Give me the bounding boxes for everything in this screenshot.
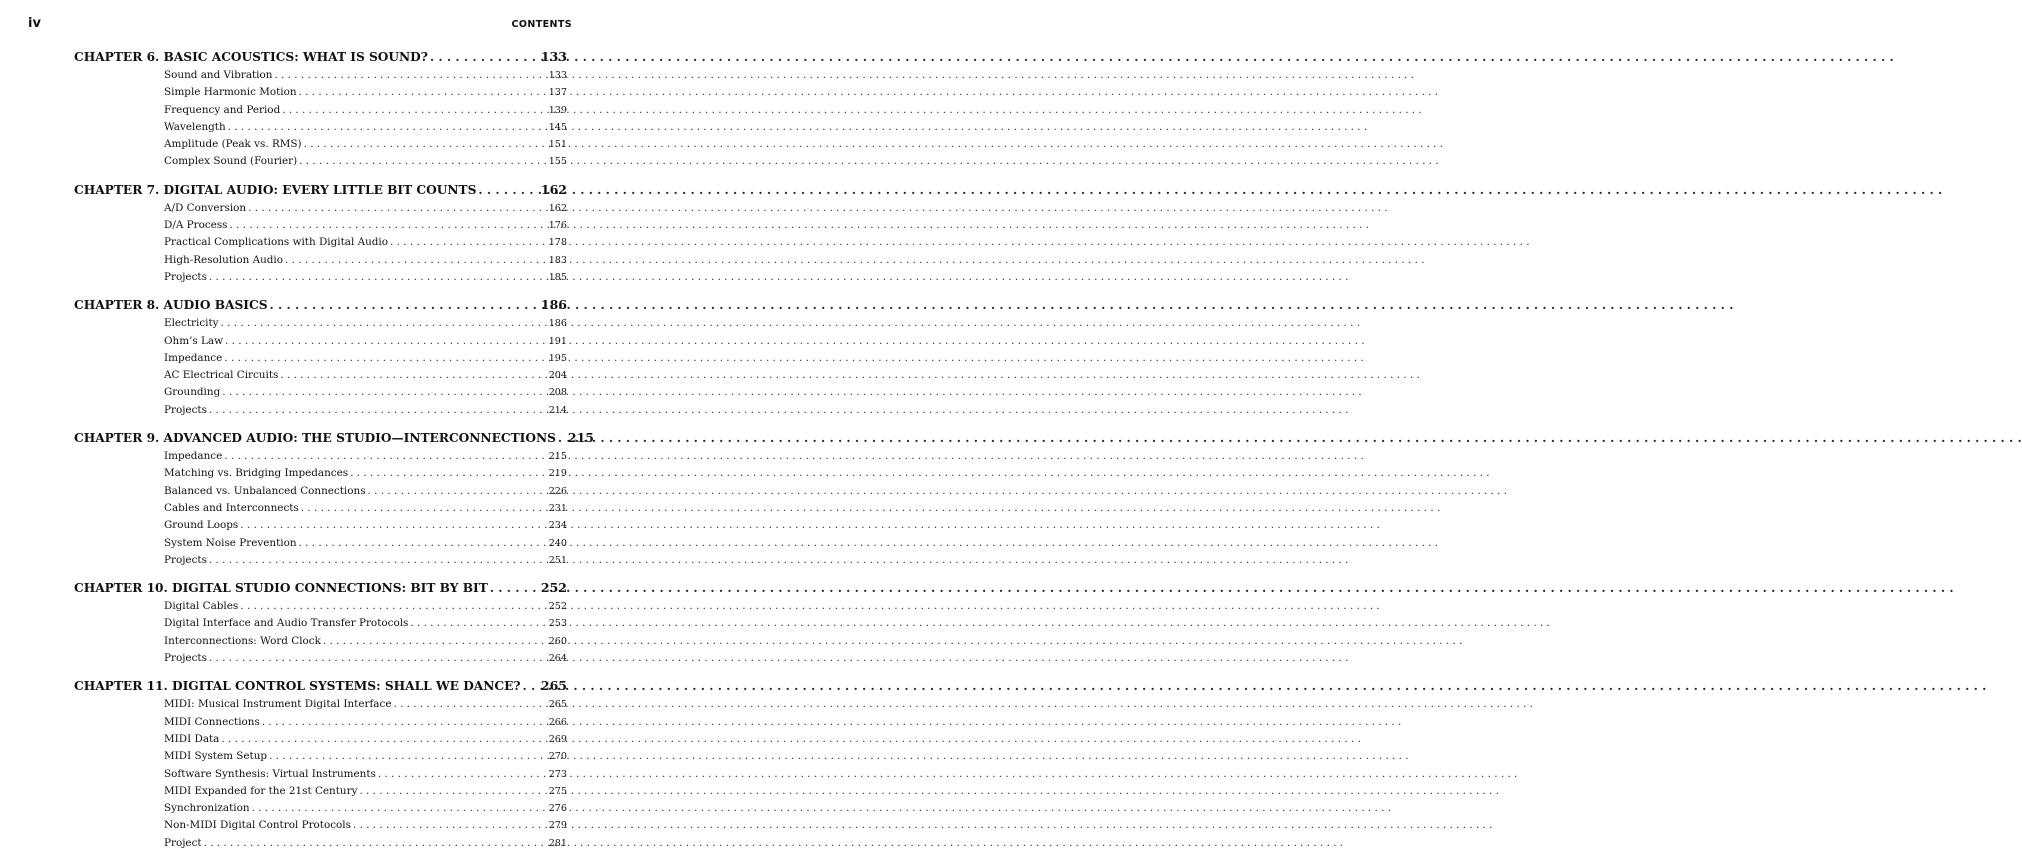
section-entry[interactable] [74,67,567,84]
dot-leader [252,800,547,817]
section-entry[interactable] [74,783,567,800]
dot-leader [209,552,547,569]
section-entry[interactable] [74,731,567,748]
section-title: Interconnections: Word Clock [164,634,321,647]
page-header [28,16,572,31]
section-entry[interactable] [74,535,567,552]
section-entry[interactable] [74,252,567,269]
dot-leader [301,500,547,517]
dot-leader [204,835,547,852]
section-page-number: 151 [548,139,567,151]
section-page-number: 139 [548,104,567,116]
section-title: AC Electrical Circuits [164,369,279,382]
dot-leader [209,269,547,286]
chapter-entry[interactable] [74,578,567,598]
section-entry[interactable] [74,650,567,667]
section-entry[interactable] [74,315,567,332]
section-title: Projects [164,270,207,283]
section-entry[interactable] [74,766,567,783]
dot-leader [240,517,546,534]
section-title: Grounding [164,386,221,399]
section-entry[interactable] [74,696,567,713]
dot-leader [222,384,546,401]
chapter-entry[interactable] [74,180,567,200]
section-title: MIDI Expanded for the 21st Century [164,784,358,797]
section-page-number: 183 [548,254,567,266]
chapter-page-number: 162 [540,181,567,197]
section-title: High-Resolution Audio [164,253,283,266]
section-page-number: 265 [548,699,567,711]
section-page-number: 276 [548,803,567,815]
section-page-number: 251 [548,554,567,566]
section-title: Software Synthesis: Virtual Instruments [164,767,376,780]
dot-leader [523,676,539,696]
section-page-number: 215 [548,451,567,463]
section-entry[interactable] [74,136,567,153]
section-page-number: 226 [548,485,567,497]
section-entry[interactable] [74,102,567,119]
section-page-number: 191 [548,335,567,347]
section-title: Projects [164,403,207,416]
section-entry[interactable] [74,465,567,482]
section-entry[interactable] [74,200,567,217]
section-page-number: 253 [548,618,567,630]
chapter-page-number: 186 [540,297,567,313]
chapter-entry[interactable] [74,676,567,696]
dot-leader [240,598,546,615]
section-title: MIDI System Setup [164,750,268,763]
section-page-number: 260 [548,635,567,647]
section-page-number: 269 [548,733,567,745]
section-title: Balanced vs. Unbalanced Connections [164,484,366,497]
section-title: Matching vs. Bridging Impedances [164,467,349,480]
section-entry[interactable] [74,598,567,615]
section-title: MIDI: Musical Instrument Digital Interface [164,698,392,711]
section-entry[interactable] [74,817,567,834]
section-title: Electricity [164,317,219,330]
section-entry[interactable] [74,714,567,731]
chapter-block [74,47,567,171]
chapter-block [74,578,567,667]
dot-leader [299,153,547,170]
dot-leader [270,295,539,315]
chapter-title: CHAPTER 10. DIGITAL STUDIO CONNECTIONS: BIT BY BIT [74,581,488,596]
running-head: CONTENTS [511,19,572,30]
section-entry[interactable] [74,800,567,817]
section-title: Sound and Vibration [164,69,273,81]
section-page-number: 176 [548,220,567,232]
section-entry[interactable] [74,367,567,384]
chapter-entry[interactable] [74,47,567,67]
section-entry[interactable] [74,234,567,251]
chapter-entry[interactable] [74,428,594,448]
section-entry[interactable] [74,153,567,170]
section-page-number: 279 [548,820,567,832]
section-page-number: 252 [548,601,567,613]
section-page-number: 185 [548,271,567,283]
dot-leader [282,102,546,119]
section-page-number: 137 [548,87,567,99]
section-entry[interactable] [74,402,567,419]
dot-leader [378,766,547,783]
section-entry[interactable] [74,748,567,765]
dot-leader [269,748,547,765]
section-title: Digital Cables [164,600,239,613]
section-title: MIDI Data [164,732,220,745]
section-title: Non-MIDI Digital Control Protocols [164,819,351,832]
section-page-number: 264 [548,653,567,665]
section-title: Digital Interface and Audio Transfer Protocols [164,617,409,630]
chapter-title: CHAPTER 6. BASIC ACOUSTICS: WHAT IS SOUND? [74,50,428,64]
table-of-contents [74,47,594,861]
chapter-page-number: 133 [540,49,567,64]
section-title: Wavelength [164,120,226,133]
dot-leader [228,119,547,136]
section-title: MIDI Connections [164,715,260,728]
section-entry[interactable] [74,84,567,101]
section-page-number: 231 [548,502,567,514]
section-entry[interactable] [74,483,567,500]
section-entry[interactable] [74,350,567,367]
section-entry[interactable] [74,119,567,136]
dot-leader [274,67,546,84]
dot-leader [285,252,547,269]
section-entry[interactable] [74,269,567,286]
dot-leader [221,315,547,332]
section-title: Frequency and Period [164,103,281,116]
section-page-number: 133 [548,70,567,81]
dot-leader [323,633,547,650]
chapter-page-number: 265 [540,678,567,694]
section-page-number: 266 [548,716,567,728]
chapter-title: CHAPTER 8. AUDIO BASICS [74,298,268,313]
section-title: Projects [164,553,207,566]
section-title: System Noise Prevention [164,536,297,549]
section-title: Cables and Interconnects [164,501,299,514]
dot-leader [248,200,547,217]
chapter-block [74,180,567,286]
section-page-number: 281 [548,837,567,849]
section-title: Projects [164,652,207,665]
section-title: Simple Harmonic Motion [164,86,297,99]
dot-leader [359,783,546,800]
chapter-title: CHAPTER 11. DIGITAL CONTROL SYSTEMS: SHALL WE DANCE? [74,679,521,694]
section-entry[interactable] [74,333,567,350]
section-page-number: 219 [548,468,567,480]
dot-leader [478,180,539,200]
dot-leader [393,696,546,713]
dot-leader [430,47,539,67]
dot-leader [262,714,547,731]
section-page-number: 240 [548,537,567,549]
section-entry[interactable] [74,448,567,465]
dot-leader [224,350,546,367]
section-title: Practical Complications with Digital Audio [164,236,389,249]
page-number: iv [28,16,41,31]
chapter-title: CHAPTER 9. ADVANCED AUDIO: THE STUDIO—INTERCONNECTIONS [74,431,556,446]
section-entry[interactable] [74,500,567,517]
dot-leader [368,483,547,500]
dot-leader [280,367,546,384]
section-entry[interactable] [74,552,567,569]
dot-leader [225,333,547,350]
section-entry[interactable] [74,835,567,852]
chapter-block [74,295,567,419]
section-title: Ohm’s Law [164,334,223,347]
dot-leader [558,428,566,448]
section-page-number: 270 [548,751,567,763]
dot-leader [490,578,539,598]
section-title: Project [164,836,202,849]
section-page-number: 178 [548,237,567,249]
section-entry[interactable] [74,517,567,534]
chapter-block [74,428,594,569]
section-page-number: 195 [548,352,567,364]
chapter-entry[interactable] [74,295,567,315]
dot-leader [304,136,547,153]
dot-leader [230,217,547,234]
chapter-title: CHAPTER 7. DIGITAL AUDIO: EVERY LITTLE BIT COUNTS [74,182,477,197]
section-page-number: 214 [548,404,567,416]
section-page-number: 162 [548,202,567,214]
dot-leader [350,465,547,482]
dot-leader [221,731,546,748]
chapter-page-number: 252 [540,580,567,596]
section-title: Impedance [164,351,223,364]
section-page-number: 186 [548,318,567,330]
section-title: Ground Loops [164,519,239,532]
dot-leader [224,448,546,465]
chapter-block [74,676,567,852]
section-title: Amplitude (Peak vs. RMS) [164,138,302,151]
section-page-number: 204 [548,370,567,382]
dot-leader [353,817,547,834]
section-entry[interactable] [74,633,567,650]
dot-leader [410,615,546,632]
section-page-number: 208 [548,387,567,399]
section-page-number: 155 [548,156,567,168]
section-page-number: 273 [548,768,567,780]
dot-leader [299,84,547,101]
section-page-number: 145 [548,121,567,133]
chapter-page-number: 215 [567,430,594,446]
dot-leader [390,234,547,251]
section-entry[interactable] [74,217,567,234]
dot-leader [299,535,547,552]
section-title: D/A Process [164,219,228,232]
section-page-number: 234 [548,520,567,532]
section-title: Synchronization [164,802,250,815]
section-entry[interactable] [74,615,567,632]
section-page-number: 275 [548,785,567,797]
section-title: Complex Sound (Fourier) [164,155,298,168]
dot-leader [209,650,547,667]
section-entry[interactable] [74,384,567,401]
section-title: A/D Conversion [164,201,247,214]
section-title: Impedance [164,450,223,463]
dot-leader [209,402,547,419]
